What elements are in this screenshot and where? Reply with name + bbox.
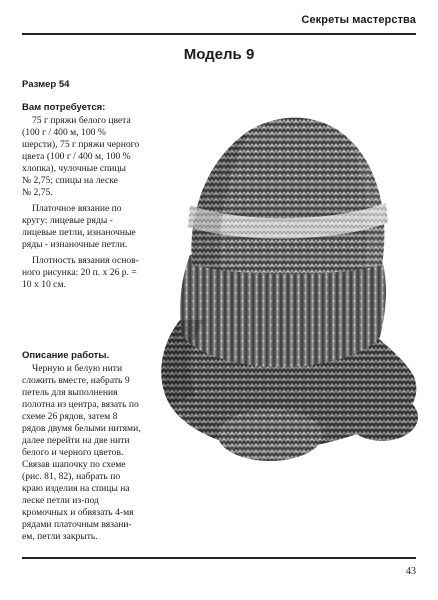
- text-line: рядов двумя белыми нитями,: [22, 423, 141, 434]
- page-number: 43: [406, 566, 416, 577]
- text-line: Черную и белую нити: [32, 363, 123, 374]
- materials-heading: Вам потребуется:: [22, 102, 106, 113]
- text-line: краю изделия на спицы на: [22, 483, 130, 494]
- model-title: Модель 9: [183, 46, 255, 63]
- size-label: Размер 54: [22, 79, 70, 90]
- text-line: шерсти), 75 г пряжи черного: [22, 139, 140, 150]
- text-line: схеме 26 рядов, затем 8: [22, 411, 118, 422]
- text-line: (рис. 81, 82), набрать по: [22, 471, 121, 482]
- header-rule: [22, 33, 416, 35]
- text-line: (100 г / 400 м, 100 %: [22, 127, 106, 138]
- text-line: рядами платочным вязани-: [22, 519, 132, 530]
- work-heading: Описание работы.: [22, 350, 110, 361]
- text-line: № 2,75; спицы на леске: [22, 175, 118, 186]
- materials-paragraph: [22, 255, 150, 291]
- text-line: Платочное вязание по: [32, 203, 122, 214]
- text-line: белого и черного цветов.: [22, 447, 124, 458]
- text-line: полотна из центра, вязать по: [22, 399, 139, 410]
- text-line: кромочных и обвязать 4-мя: [22, 507, 134, 518]
- materials-section: [22, 102, 150, 291]
- knitted-hat-photo: [150, 105, 425, 487]
- work-section: [22, 350, 150, 543]
- text-line: ряды - изнаночные петли.: [22, 239, 128, 250]
- hat-ear-right: [346, 393, 418, 441]
- work-paragraph: [22, 363, 150, 543]
- text-line: леске петли из-под: [22, 495, 99, 506]
- text-line: далее перейти на две нити: [22, 435, 130, 446]
- text-line: 75 г пряжи белого цвета: [32, 115, 131, 126]
- text-line: Связав шапочку по схеме: [22, 459, 126, 470]
- text-line: № 2,75.: [22, 187, 53, 198]
- text-line: кругу: лицевые ряды -: [22, 215, 113, 226]
- text-line: Плотность вязания основ-: [32, 255, 139, 266]
- footer-rule: [22, 557, 416, 559]
- text-line: сложить вместе, набрать 9: [22, 375, 130, 386]
- materials-paragraph: [22, 115, 150, 199]
- text-line: лицевые петли, изнаночные: [22, 227, 136, 238]
- text-line: ного рисунка: 20 п. х 26 р. =: [22, 267, 137, 278]
- text-line: хлопка), чулочные спицы: [22, 163, 126, 174]
- section-title: Секреты мастерства: [301, 14, 416, 26]
- text-line: петель для выполнения: [22, 387, 118, 398]
- hat-ear-left: [218, 409, 322, 461]
- text-line: цвета (100 г / 400 м, 100 %: [22, 151, 131, 162]
- text-line: ем, петли закрыть.: [22, 531, 98, 542]
- materials-paragraph: [22, 203, 150, 251]
- text-line: 10 х 10 см.: [22, 279, 66, 290]
